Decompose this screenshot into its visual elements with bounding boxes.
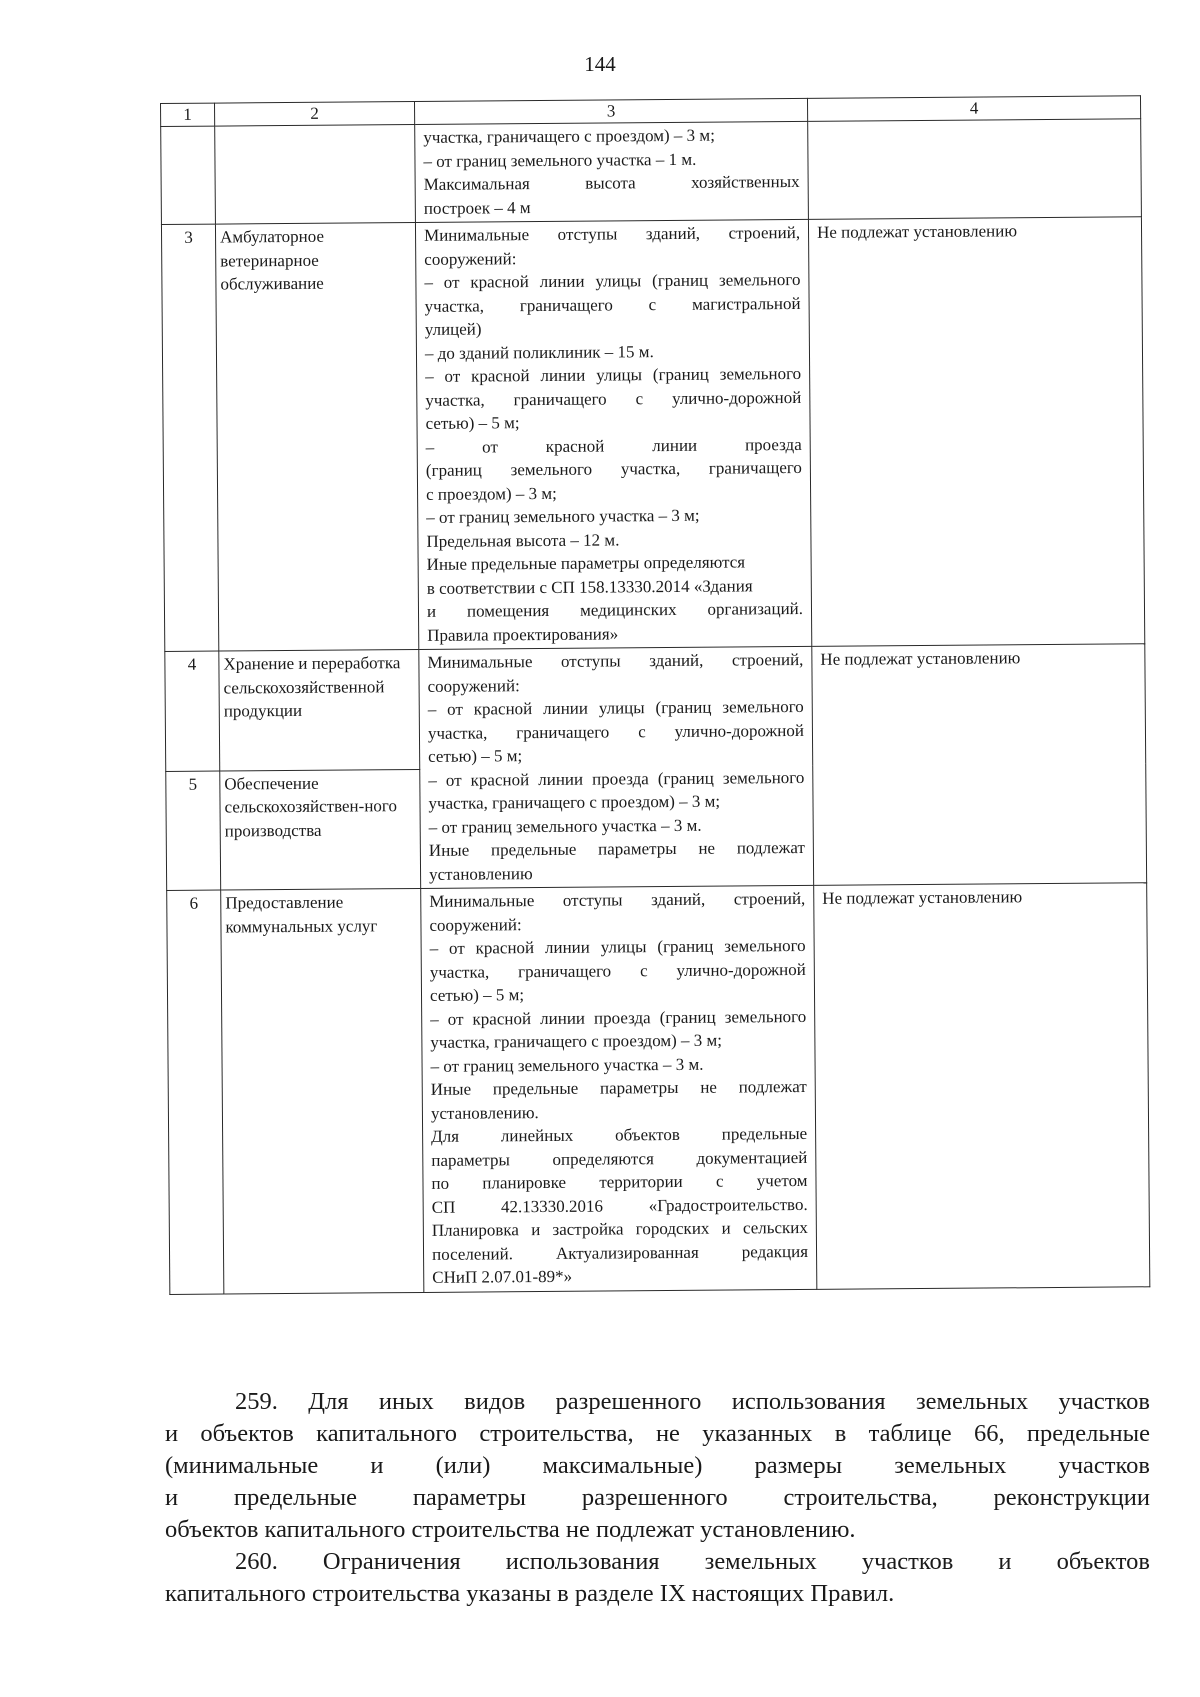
header-cell: 4 bbox=[807, 96, 1140, 122]
table-row-continuation bbox=[161, 119, 1142, 225]
table-row bbox=[165, 644, 1146, 771]
size-cell: Не подлежат установлению bbox=[812, 644, 1147, 886]
use-type: Амбулаторное ветеринарное обслуживание bbox=[215, 222, 418, 651]
paragraph-260: 260. Ограничения использования земельных участков и объектов капитального строительства указаны в разделе IX настоящих Правил. bbox=[165, 1548, 1150, 1607]
body-text bbox=[165, 1386, 1150, 1610]
params-cell: участка, граничащего с проездом) – 3 м; – от границ земельного участка – 1 м. Максимальная высота хозяйственных построек – 4 м bbox=[415, 121, 809, 222]
page-number: 144 bbox=[584, 52, 616, 76]
header-cell: 3 bbox=[414, 98, 807, 124]
use-type: Предоставление коммунальных услуг bbox=[221, 888, 424, 1293]
row-number: 5 bbox=[166, 771, 221, 891]
row-number: 3 bbox=[161, 224, 218, 651]
params-cell: Минимальные отступы зданий, строений, сооружений: – от красной линии улицы (границ земельного участка, граничащего с улично-дорожной сетью) – 5 м; – от красной линии проезда (границ земельного участка, граничащего с проездом) – 3 м; – от границ земельного участка – 3 м. Иные предельные параметры не подлежат установлению. Для линейных объектов предельные параметры определяются документацией по планировке территории с учетом СП 42.13330.2016 «Градостроительство. Планировка и застройка городских и сельских поселений. Актуализированная редакция СНиП 2.07.01-89*» bbox=[421, 885, 817, 1292]
row-number: 4 bbox=[165, 651, 220, 771]
use-type: Обеспечение сельскохозяйствен-ного производства bbox=[220, 769, 421, 890]
table-row bbox=[167, 883, 1150, 1294]
params-cell: Минимальные отступы зданий, строений, сооружений: – от красной линии улицы (границ земельного участка, граничащего с магистральной улицей) – до зданий поликлиник – 15 м. – от красной линии улицы (границ земельного участка, граничащего с улично-дорожной сетью) – 5 м; – от красной линии проезда (границ земельного участка, граничащего с проездом) – 3 м; – от границ земельного участка – 3 м; Предельная высота – 12 м. Иные предельные параметры определяются в соответствии с СП 158.13330.2014 «Здания и помещения медицинских организаций. Правила проектирования» bbox=[415, 219, 811, 649]
use-type: Хранение и переработка сельскохозяйственной продукции bbox=[219, 649, 420, 770]
params-cell: Минимальные отступы зданий, строений, сооружений: – от красной линии улицы (границ земельного участка, граничащего с улично-дорожной сетью) – 5 м; – от красной линии проезда (границ земельного участка, граничащего с проездом) – 3 м; – от границ земельного участка – 3 м. Иные предельные параметры не подлежат установлению bbox=[419, 646, 814, 888]
regulations-table bbox=[160, 95, 1150, 1294]
header-cell: 1 bbox=[161, 103, 215, 126]
size-cell: Не подлежат установлению bbox=[814, 883, 1150, 1289]
table-row bbox=[161, 217, 1144, 652]
header-cell: 2 bbox=[215, 102, 415, 127]
size-cell: Не подлежат установлению bbox=[808, 217, 1144, 647]
paragraph-259: 259. Для иных видов разрешенного использования земельных участков и объектов капитального строительства, не указанных в таблице 66, предельные (минимальные и (или) максимальные) размеры земельных участков и предельные параметры разрешенного строительства, реконструкции объектов капитального строительства не подлежат установлению. bbox=[165, 1388, 1150, 1543]
row-number: 6 bbox=[167, 890, 224, 1294]
